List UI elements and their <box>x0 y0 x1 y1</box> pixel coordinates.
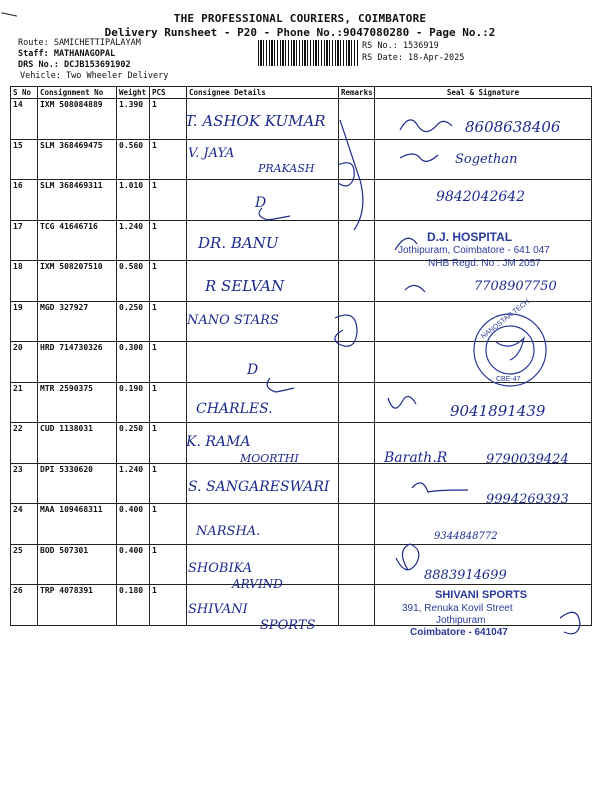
weight-cell: 0.400 <box>117 504 150 545</box>
consignment-cell: SLM 368469475 <box>38 139 117 180</box>
signature-stroke <box>412 483 468 492</box>
handwritten-name: PRAKASH <box>258 162 315 175</box>
sno-cell: 24 <box>11 504 38 545</box>
handwritten-phone: 9790039424 <box>486 452 569 467</box>
handwritten-name: CHARLES. <box>196 401 273 417</box>
consignment-cell: HRD 714730326 <box>38 342 117 383</box>
sno-cell: 26 <box>11 585 38 626</box>
consignment-cell: SLM 368469311 <box>38 180 117 221</box>
consignment-cell: MAA 109468311 <box>38 504 117 545</box>
shop-stamp-name: SHIVANI SPORTS <box>435 589 528 601</box>
runsheet-title: Delivery Runsheet - P20 - Phone No.:9047080280 - Page No.:2 <box>104 26 496 39</box>
hospital-stamp-name: D.J. HOSPITAL <box>427 230 513 244</box>
signature-stroke <box>400 154 438 161</box>
handwritten-phone: 9041891439 <box>450 402 546 420</box>
signature-stroke <box>267 378 294 392</box>
handwritten-phone: 8883914699 <box>424 568 507 583</box>
pcs-cell: 1 <box>150 342 187 383</box>
handwritten-name: NARSHA. <box>196 524 261 539</box>
handwritten-signature: Barath.R <box>384 450 448 466</box>
nanostar-stamp-bottom: CBE-47 <box>496 376 521 383</box>
handwritten-signature: Sogethan <box>455 152 518 167</box>
col-consignee: Consignee Details <box>187 87 339 99</box>
rs-number: RS No.: 1536919 <box>362 41 439 51</box>
handwritten-name: SPORTS <box>260 618 316 633</box>
handwritten-phone: 9842042642 <box>436 189 526 205</box>
pcs-cell: 1 <box>150 463 187 504</box>
pcs-cell: 1 <box>150 99 187 140</box>
company-title: THE PROFESSIONAL COURIERS, COIMBATORE <box>173 12 427 25</box>
consignment-cell: TCG 41646716 <box>38 220 117 261</box>
signature-stroke <box>396 544 419 570</box>
pcs-cell: 1 <box>150 180 187 221</box>
handwritten-name: S. SANGARESWARI <box>188 479 330 495</box>
hospital-stamp-address: Jothipuram, Coimbatore - 641 047 <box>398 245 550 256</box>
consignment-cell: DPI 5330620 <box>38 463 117 504</box>
pcs-cell: 1 <box>150 544 187 585</box>
weight-cell: 0.180 <box>117 585 150 626</box>
pcs-cell: 1 <box>150 261 187 302</box>
pcs-cell: 1 <box>150 139 187 180</box>
sno-cell: 16 <box>11 180 38 221</box>
weight-cell: 0.250 <box>117 423 150 464</box>
col-seal: Seal & Signature <box>375 87 592 99</box>
sno-cell: 22 <box>11 423 38 464</box>
handwritten-name: SHOBIKA <box>188 561 253 576</box>
sno-cell: 25 <box>11 544 38 585</box>
weight-cell: 0.190 <box>117 382 150 423</box>
weight-cell: 1.010 <box>117 180 150 221</box>
handwritten-name: K. RAMA <box>186 434 251 450</box>
handwritten-name: MOORTHI <box>240 452 299 465</box>
weight-cell: 1.240 <box>117 463 150 504</box>
pcs-cell: 1 <box>150 423 187 464</box>
sno-cell: 14 <box>11 99 38 140</box>
col-sno: S No <box>11 87 38 99</box>
signature-stroke <box>259 208 290 220</box>
pcs-cell: 1 <box>150 504 187 545</box>
sno-cell: 18 <box>11 261 38 302</box>
pcs-cell: 1 <box>150 585 187 626</box>
handwritten-name: T. ASHOK KUMAR <box>185 112 326 130</box>
handwritten-name: NANO STARS <box>187 313 279 328</box>
weight-cell: 0.300 <box>117 342 150 383</box>
handwritten-phone: 7708907750 <box>474 279 557 294</box>
sno-cell: 15 <box>11 139 38 180</box>
signature-stroke <box>338 163 354 186</box>
signature-stroke <box>400 120 452 132</box>
handwritten-phone: 9994269393 <box>486 492 569 507</box>
sno-cell: 19 <box>11 301 38 342</box>
weight-cell: 1.240 <box>117 220 150 261</box>
signature-stroke <box>560 612 580 634</box>
sno-cell: 23 <box>11 463 38 504</box>
handwritten-mark: D <box>255 195 267 211</box>
vehicle-label: Vehicle: Two Wheeler Delivery <box>20 71 169 81</box>
col-weight: Weight <box>117 87 150 99</box>
signature-stroke <box>340 120 363 230</box>
weight-cell: 0.400 <box>117 544 150 585</box>
rs-date: RS Date: 18-Apr-2025 <box>362 53 465 63</box>
consignment-cell: MTR 2590375 <box>38 382 117 423</box>
pcs-cell: 1 <box>150 220 187 261</box>
weight-cell: 0.560 <box>117 139 150 180</box>
handwritten-phone: 8608638406 <box>465 118 561 136</box>
handwritten-phone: 9344848772 <box>434 531 498 542</box>
sno-cell: 20 <box>11 342 38 383</box>
handwritten-name: R SELVAN <box>205 277 285 295</box>
weight-cell: 0.580 <box>117 261 150 302</box>
hospital-stamp-reg: NHB Regd. No : JM 2057 <box>428 258 541 269</box>
drs-label: DRS No.: DCJB153691902 <box>18 60 131 70</box>
handwritten-name: SHIVANI <box>188 602 248 617</box>
sno-cell: 17 <box>11 220 38 261</box>
weight-cell: 0.250 <box>117 301 150 342</box>
consignment-cell: MGD 327927 <box>38 301 117 342</box>
handwritten-mark: D <box>247 362 259 378</box>
col-remarks: Remarks <box>339 87 375 99</box>
consignment-cell: IXM 508207510 <box>38 261 117 302</box>
nanostar-stamp-top: NANOSTAR TECH <box>480 298 532 341</box>
route-label: Route: SAMICHETTIPALAYAM <box>18 38 141 48</box>
staff-label: Staff: MATHANAGOPAL <box>18 49 116 59</box>
pcs-cell: 1 <box>150 301 187 342</box>
shop-stamp-city: Jothipuram <box>436 615 486 626</box>
handwritten-name: DR. BANU <box>198 234 279 252</box>
handwritten-name: ARVIND <box>232 577 283 591</box>
signature-stroke <box>405 285 425 292</box>
consignment-cell: BOD 507301 <box>38 544 117 585</box>
signature-stroke <box>388 396 416 408</box>
sno-cell: 21 <box>11 382 38 423</box>
shop-stamp-address: 391, Renuka Kovil Street <box>402 603 513 614</box>
consignment-cell: IXM 508084889 <box>38 99 117 140</box>
col-consignment: Consignment No <box>38 87 117 99</box>
consignment-cell: CUD 1138031 <box>38 423 117 464</box>
pcs-cell: 1 <box>150 382 187 423</box>
signature-stroke <box>335 315 357 346</box>
handwritten-name: V. JAYA <box>188 146 235 161</box>
shop-stamp-pin: Coimbatore - 641047 <box>410 627 508 638</box>
consignment-cell: TRP 4078391 <box>38 585 117 626</box>
col-pcs: PCS <box>150 87 187 99</box>
weight-cell: 1.390 <box>117 99 150 140</box>
